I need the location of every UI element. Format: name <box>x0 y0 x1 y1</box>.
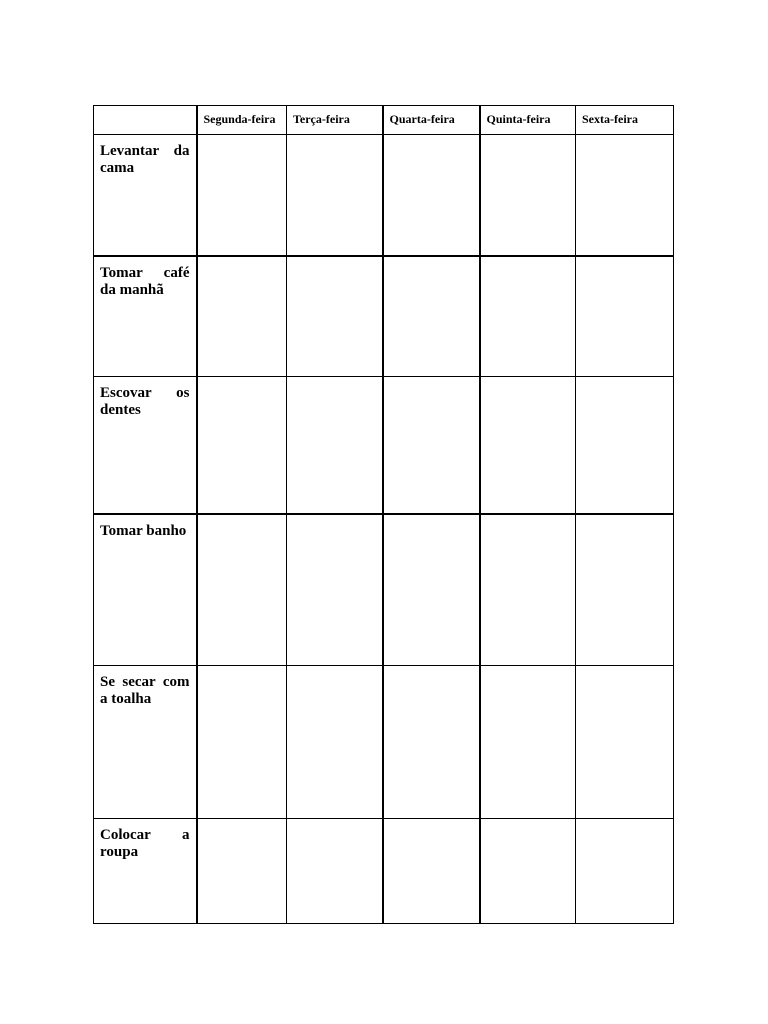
checkbox-cell-tuesday <box>287 514 383 666</box>
checkbox-cell-tuesday <box>287 377 383 514</box>
checkbox-cell-friday <box>576 256 674 377</box>
checkbox-cell-thursday <box>480 377 576 514</box>
checkbox-cell-thursday <box>480 514 576 666</box>
checkbox-cell-tuesday <box>287 819 383 924</box>
task-label: Tomar banho <box>100 522 187 539</box>
checkbox-cell-tuesday <box>287 666 383 819</box>
header-day-wednesday: Quarta-feira <box>383 106 480 135</box>
header-day-thursday: Quinta-feira <box>480 106 576 135</box>
task-cell <box>94 666 197 819</box>
task-cell <box>94 819 197 924</box>
header-day-tuesday: Terça-feira <box>287 106 383 135</box>
task-cell <box>94 256 197 377</box>
checkbox-cell-monday <box>197 377 287 514</box>
checkbox-cell-monday <box>197 514 287 666</box>
checkbox-cell-monday <box>197 256 287 377</box>
checkbox-cell-monday <box>197 819 287 924</box>
task-cell <box>94 514 197 666</box>
table-row <box>94 514 674 666</box>
task-cell <box>94 135 197 256</box>
task-label: Escovar os dentes <box>100 385 190 418</box>
checkbox-cell-monday <box>197 666 287 819</box>
checkbox-cell-wednesday <box>383 666 480 819</box>
task-cell <box>94 377 197 514</box>
table-row <box>94 666 674 819</box>
checkbox-cell-friday <box>576 514 674 666</box>
checkbox-cell-thursday <box>480 819 576 924</box>
task-label: Tomar café da manhã <box>100 264 190 298</box>
checkbox-cell-wednesday <box>383 135 480 256</box>
checkbox-cell-thursday <box>480 666 576 819</box>
table-row <box>94 256 674 377</box>
checkbox-cell-friday <box>576 666 674 819</box>
header-day-friday: Sexta-feira <box>576 106 674 135</box>
table-row <box>94 135 674 256</box>
checkbox-cell-wednesday <box>383 819 480 924</box>
checkbox-cell-monday <box>197 135 287 256</box>
header-day-monday: Segunda-feira <box>197 106 287 135</box>
checkbox-cell-wednesday <box>383 377 480 514</box>
task-label: Colocar a roupa <box>100 827 190 860</box>
task-label: Levantar da cama <box>100 143 190 176</box>
checkbox-cell-wednesday <box>383 514 480 666</box>
checkbox-cell-thursday <box>480 135 576 256</box>
checkbox-cell-tuesday <box>287 256 383 377</box>
corner-cell <box>94 106 197 135</box>
checkbox-cell-tuesday <box>287 135 383 256</box>
table-row <box>94 819 674 924</box>
checkbox-cell-friday <box>576 377 674 514</box>
task-label: Se secar com a toalha <box>100 674 190 707</box>
weekly-routine-table <box>93 105 674 924</box>
table-row <box>94 377 674 514</box>
checkbox-cell-friday <box>576 135 674 256</box>
checkbox-cell-wednesday <box>383 256 480 377</box>
checkbox-cell-friday <box>576 819 674 924</box>
header-row <box>94 106 674 135</box>
checkbox-cell-thursday <box>480 256 576 377</box>
